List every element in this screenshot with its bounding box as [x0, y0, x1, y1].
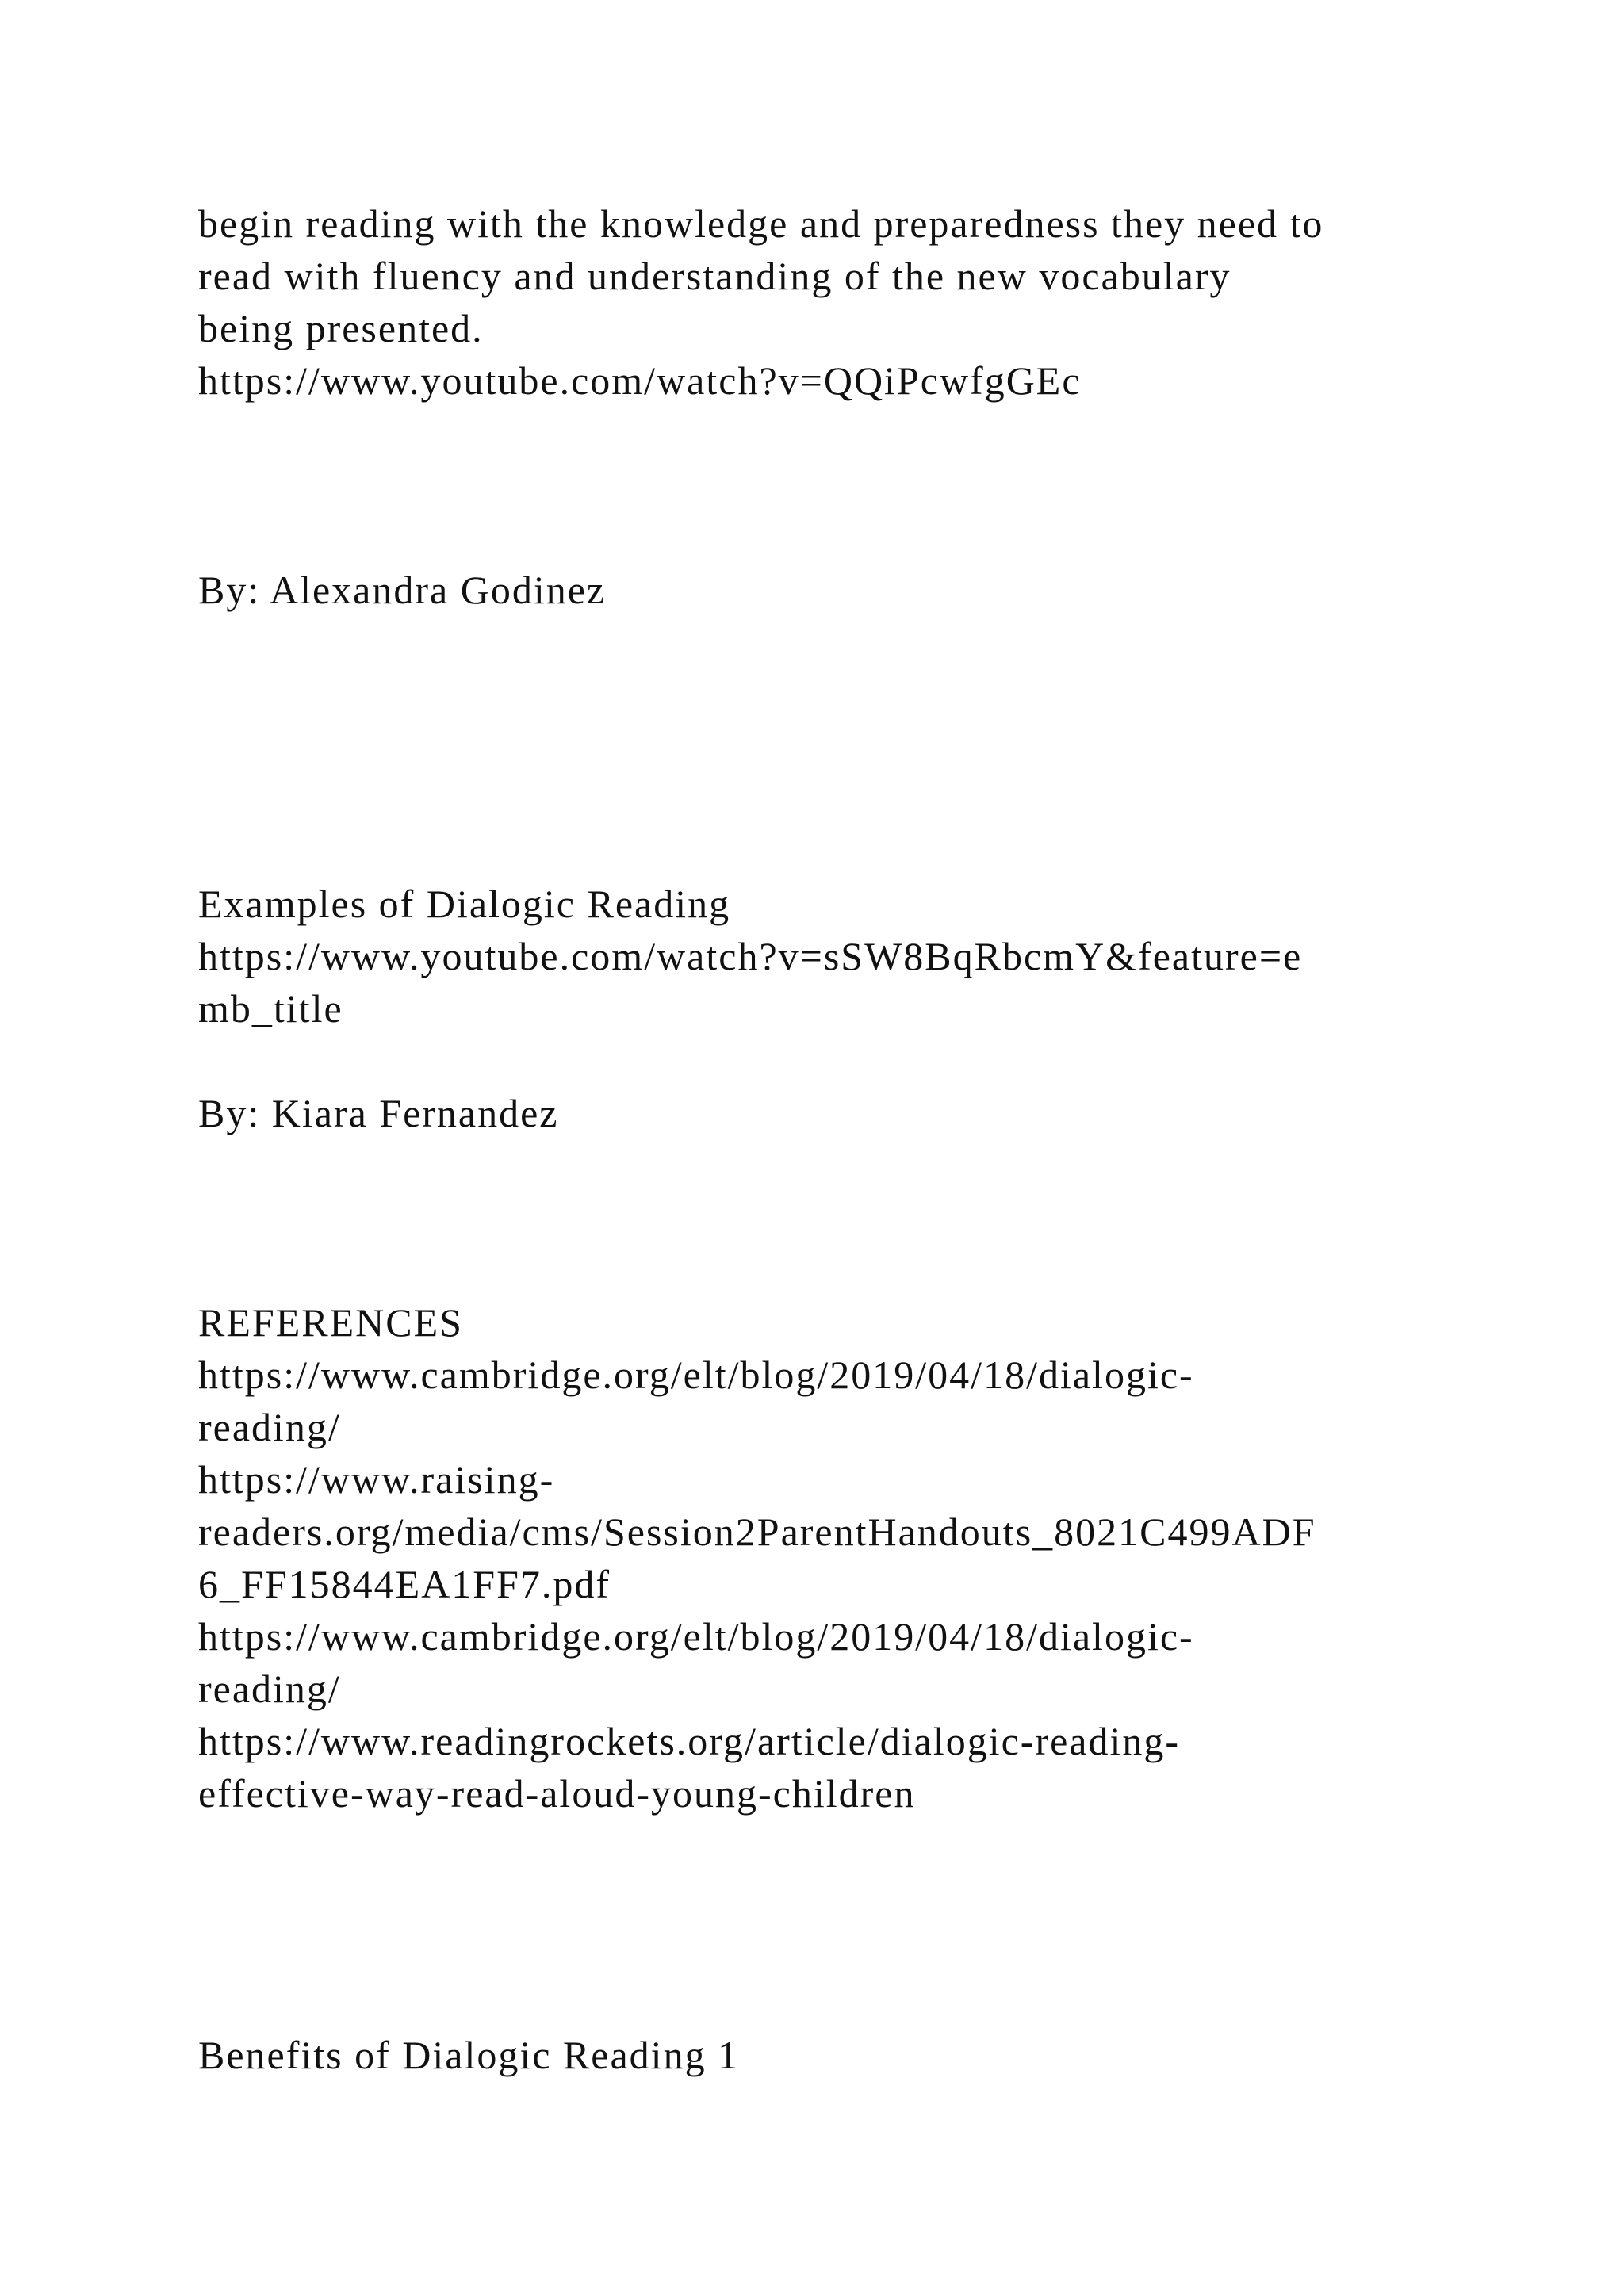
reference-line-1[interactable]: https://www.cambridge.org/elt/blog/2019/04/18/dialogic-	[198, 1353, 1194, 1397]
author-alexandra: By: Alexandra Godinez	[198, 568, 607, 612]
reference-line-2[interactable]: reading/	[198, 1405, 341, 1449]
examples-link-line-2[interactable]: mb_title	[198, 986, 343, 1031]
author-kiara: By: Kiara Fernandez	[198, 1091, 559, 1135]
intro-youtube-link[interactable]: https://www.youtube.com/watch?v=QQiPcwfgGEc	[198, 358, 1082, 403]
reference-line-8[interactable]: https://www.readingrockets.org/article/dialogic-reading-	[198, 1719, 1181, 1763]
intro-line-1: begin reading with the knowledge and preparedness they need to	[198, 201, 1324, 246]
reference-line-5[interactable]: 6_FF15844EA1FF7.pdf	[198, 1562, 611, 1606]
reference-line-4[interactable]: readers.org/media/cms/Session2ParentHandouts_8021C499ADF	[198, 1510, 1316, 1554]
examples-link-line-1[interactable]: https://www.youtube.com/watch?v=sSW8BqRbcmY&feature=e	[198, 934, 1303, 978]
examples-heading: Examples of Dialogic Reading	[198, 882, 731, 926]
intro-line-3: being presented.	[198, 306, 484, 350]
reference-line-6[interactable]: https://www.cambridge.org/elt/blog/2019/04/18/dialogic-	[198, 1614, 1194, 1659]
intro-line-2: read with fluency and understanding of the new vocabulary	[198, 254, 1231, 298]
reference-line-7[interactable]: reading/	[198, 1667, 341, 1711]
reference-line-3[interactable]: https://www.raising-	[198, 1457, 555, 1502]
reference-line-9[interactable]: effective-way-read-aloud-young-children	[198, 1771, 916, 1816]
references-heading: REFERENCES	[198, 1300, 463, 1345]
footer-title: Benefits of Dialogic Reading 1	[198, 2033, 740, 2077]
